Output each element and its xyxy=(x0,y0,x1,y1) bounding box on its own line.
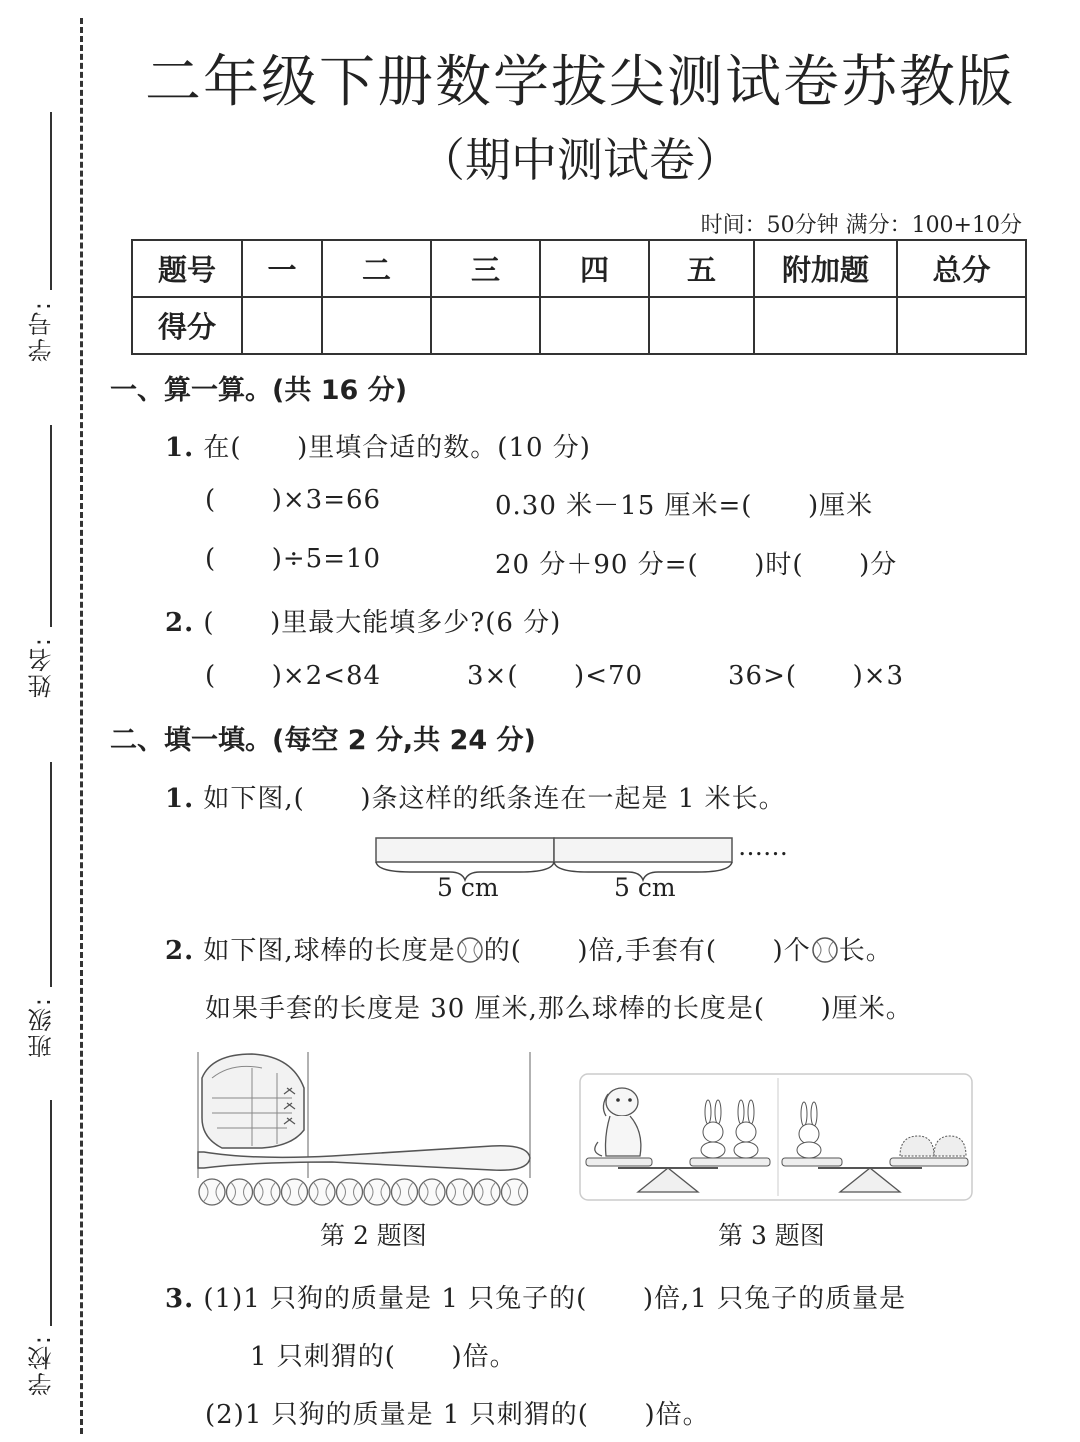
paper-strip-1 xyxy=(376,838,554,862)
fig3-caption: 第 3 题图 xyxy=(718,1221,825,1250)
ball-icon xyxy=(811,936,839,964)
s1-q1-line2b: 20 分＋90 分=( )时( )分 xyxy=(495,550,898,580)
s2-q2 xyxy=(165,930,893,967)
class-line xyxy=(50,762,52,987)
school-label: 学校: xyxy=(28,1334,56,1397)
ball-icon xyxy=(227,1179,253,1205)
question-text: (1)1 只狗的质量是 1 只兔子的( )倍,1 只兔子的质量是 xyxy=(203,1284,907,1314)
s2-q3 xyxy=(165,1278,906,1315)
score-cell[interactable] xyxy=(754,297,897,354)
question-number: 1. xyxy=(165,433,195,463)
s1-q1-line1b: 0.30 米－15 厘米=( )厘米 xyxy=(495,491,874,521)
table-cell: 四 xyxy=(540,240,649,297)
bat-glove-figure xyxy=(192,1048,562,1208)
table-cell: 得分 xyxy=(132,297,242,354)
time-info: 时间：50分钟 满分：100+10分 xyxy=(700,213,1022,238)
student-no-label: 学号: xyxy=(28,300,56,363)
s1-q2-b: 3×( )<70 xyxy=(467,661,644,691)
score-cell[interactable] xyxy=(649,297,754,354)
s2-q1 xyxy=(165,778,786,815)
table-cell: 五 xyxy=(649,240,754,297)
ball-icon xyxy=(502,1179,528,1205)
ball-icon xyxy=(199,1179,225,1205)
ball-icon xyxy=(309,1179,335,1205)
score-cell[interactable] xyxy=(242,297,322,354)
ball-icon xyxy=(337,1179,363,1205)
score-table xyxy=(131,239,1027,355)
name-label: 姓名: xyxy=(28,636,56,699)
s1-q1 xyxy=(165,427,591,464)
section2-heading: 二、填一填。(每空 2 分,共 24 分) xyxy=(110,725,536,756)
question-text: 如下图,( )条这样的纸条连在一起是 1 米长。 xyxy=(203,784,786,814)
strip-label-2: 5 cm xyxy=(614,873,676,902)
table-row xyxy=(132,240,1026,297)
page-subtitle: （期中测试卷） xyxy=(419,133,741,187)
ball-icon xyxy=(254,1179,280,1205)
s2-q3-line3: (2)1 只狗的质量是 1 只刺猬的( )倍。 xyxy=(205,1400,710,1430)
question-text: 在( )里填合适的数。(10 分) xyxy=(203,433,591,463)
strip-label-1: 5 cm xyxy=(437,873,499,902)
question-number: 1. xyxy=(165,784,195,814)
s2-q2-line2: 如果手套的长度是 30 厘米,那么球棒的长度是( )厘米。 xyxy=(205,994,913,1024)
ball-icon xyxy=(282,1179,308,1205)
ball-icon xyxy=(419,1179,445,1205)
s1-q2-a: ( )×2<84 xyxy=(205,661,382,691)
school-line xyxy=(50,1100,52,1326)
ball-icon xyxy=(392,1179,418,1205)
page-title: 二年级下册数学拔尖测试卷苏教版 xyxy=(145,50,1015,115)
question-number: 3. xyxy=(165,1284,195,1314)
s1-q2-c: 36>( )×3 xyxy=(728,661,905,691)
table-cell: 一 xyxy=(242,240,322,297)
bat-icon xyxy=(198,1146,530,1171)
s1-q1-line1a: ( )×3=66 xyxy=(205,485,382,515)
binding-dashed-line xyxy=(80,18,83,1434)
score-cell[interactable] xyxy=(431,297,540,354)
paper-strip-2 xyxy=(554,838,732,862)
class-label: 班级: xyxy=(28,996,56,1059)
ball-icon xyxy=(474,1179,500,1205)
question-number: 2. xyxy=(165,608,195,638)
glove-icon xyxy=(202,1054,304,1148)
ball-icon xyxy=(364,1179,390,1205)
table-cell: 附加题 xyxy=(754,240,897,297)
table-cell: 题号 xyxy=(132,240,242,297)
question-text: 如下图,球棒的长度是 xyxy=(203,936,456,966)
table-cell: 总分 xyxy=(897,240,1026,297)
balance-figure xyxy=(578,1072,974,1202)
table-row xyxy=(132,297,1026,354)
question-number: 2. xyxy=(165,936,195,966)
question-text: ( )里最大能填多少?(6 分) xyxy=(203,608,562,638)
strip-dots: …… xyxy=(738,832,788,861)
fig2-caption: 第 2 题图 xyxy=(320,1221,427,1250)
s2-q3-line2: 1 只刺猬的( )倍。 xyxy=(250,1342,517,1372)
ball-icon xyxy=(447,1179,473,1205)
balls-row xyxy=(199,1179,528,1205)
question-text: 的( )倍,手套有( )个 xyxy=(483,936,811,966)
question-text: 长。 xyxy=(838,936,893,966)
table-cell: 三 xyxy=(431,240,540,297)
s1-q1-line2a: ( )÷5=10 xyxy=(205,544,382,574)
ball-icon xyxy=(456,936,484,964)
section1-heading: 一、算一算。(共 16 分) xyxy=(110,375,408,406)
score-cell[interactable] xyxy=(322,297,431,354)
name-line xyxy=(50,425,52,627)
student-no-line xyxy=(50,112,52,290)
score-cell[interactable] xyxy=(897,297,1026,354)
table-cell: 二 xyxy=(322,240,431,297)
score-cell[interactable] xyxy=(540,297,649,354)
s1-q2 xyxy=(165,602,561,639)
